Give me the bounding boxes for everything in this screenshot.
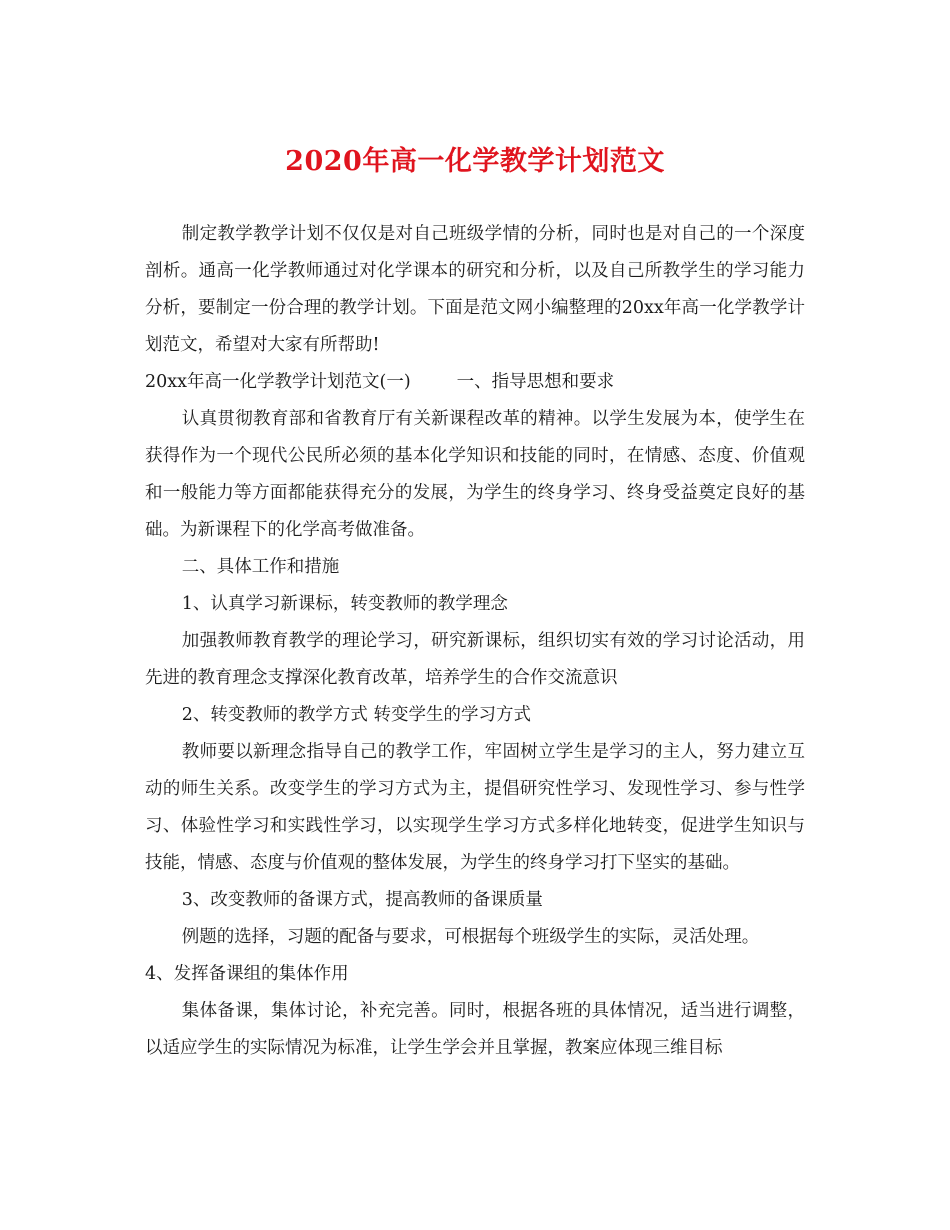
item3-paragraph: 例题的选择，习题的配备与要求，可根据每个班级学生的实际，灵活处理。 <box>181 927 760 947</box>
item1-heading: 1、认真学习新课标，转变教师的教学理念 <box>181 594 508 614</box>
document-title: 2020年高一化学教学计划范文 <box>285 146 665 177</box>
section1-heading: 一、指导思想和要求 <box>456 372 615 392</box>
document-body <box>145 216 805 1067</box>
document-subtitle: 20xx年高一化学教学计划范文(一) <box>145 372 411 392</box>
item3-heading: 3、改变教师的备课方式，提高教师的备课质量 <box>181 890 543 910</box>
section2-heading: 二、具体工作和措施 <box>181 557 340 577</box>
intro-paragraph: 制定教学教学计划不仅仅是对自己班级学情的分析，同时也是对自己的一个深度剖析。通高一化学教师通过对化学课本的研究和分析，以及自己所教学生的学习能力分析，要制定一份合理的教学计划。下面是范文网小编整理的20xx年高一化学教学计划范文，希望对大家有所帮助! <box>145 224 805 355</box>
item4-heading: 4、发挥备课组的集体作用 <box>145 964 349 984</box>
item2-paragraph: 教师要以新理念指导自己的教学工作，牢固树立学生是学习的主人，努力建立互动的师生关系。改变学生的学习方式为主，提倡研究性学习、发现性学习、参与性学习、体验性学习和实践性学习，以实现学生学习方式多样化地转变，促进学生知识与技能，情感、态度与价值观的整体发展，为学生的终身学习打下坚实的基础。 <box>145 742 805 873</box>
section1-paragraph: 认真贯彻教育部和省教育厅有关新课程改革的精神。以学生发展为本，使学生在获得作为一个现代公民所必须的基本化学知识和技能的同时，在情感、态度、价值观和一般能力等方面都能获得充分的发展，为学生的终身学习、终身受益奠定良好的基础。为新课程下的化学高考做准备。 <box>145 409 805 540</box>
item4-paragraph: 集体备课，集体讨论，补充完善。同时，根据各班的具体情况，适当进行调整，以适应学生的实际情况为标准，让学生学会并且掌握，教案应体现三维目标 <box>145 1001 805 1058</box>
item2-heading: 2、转变教师的教学方式 转变学生的学习方式 <box>181 705 531 725</box>
item1-paragraph: 加强教师教育教学的理论学习，研究新课标，组织切实有效的学习讨论活动，用先进的教育理念支撑深化教育改革，培养学生的合作交流意识 <box>145 631 805 688</box>
subtitle-line <box>145 364 805 401</box>
